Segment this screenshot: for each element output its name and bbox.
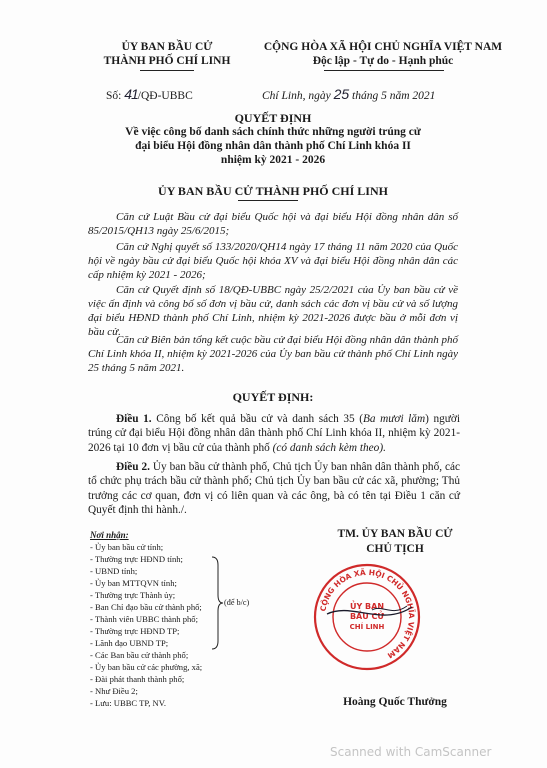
document-number	[106, 86, 193, 102]
article-1-text-b: Ba mươi lăm	[363, 413, 426, 425]
basis-paragraph: Căn cứ Biên bản tổng kết cuộc bầu cử đại biểu Hội đồng nhân dân thành phố Chí Linh khóa II, nhiệm kỳ 2021-2026 của Ủy ban bầu cử thành phố Chí Linh ngày 25 tháng 5 năm 2021.	[88, 334, 458, 374]
nation-line-1: CỘNG HÒA XÃ HỘI CHỦ NGHĨA VIỆT NAM	[263, 41, 503, 53]
recipient-item: - Ủy ban MTTQVN tỉnh;	[90, 578, 177, 588]
basis-paragraph: Căn cứ Nghị quyết số 133/2020/QH14 ngày 17 tháng 11 năm 2020 của Quốc hội về ngày bầu cử đại biểu Quốc hội khóa XV và đại biểu Hội đồng nhân dân các cấp nhiệm kỳ 2021 - 2026;	[88, 241, 458, 281]
agency-underline	[140, 70, 194, 71]
official-stamp	[312, 562, 422, 672]
recipient-item: - Lãnh đạo UBND TP;	[90, 638, 169, 648]
scanner-watermark: Scanned with CamScanner	[330, 745, 492, 759]
agency-line-1: ỦY BAN BẦU CỬ	[121, 41, 213, 53]
decision-subject-1: Về việc công bố danh sách chính thức những người trúng cử	[125, 126, 421, 138]
agency-header	[92, 40, 242, 68]
council-underline	[238, 200, 298, 201]
svg-text:CỘNG HÒA XÃ HỘI CHỦ NGHĨA VIỆT: CỘNG HÒA XÃ HỘI CHỦ NGHĨA VIỆT NAM	[318, 567, 417, 661]
decision-title-block	[90, 111, 456, 167]
date-day-handwritten: 25	[333, 86, 350, 102]
article-2	[88, 460, 460, 517]
article-2-label: Điều 2.	[116, 461, 150, 473]
recipient-item: - Thường trực HĐND TP;	[90, 626, 180, 636]
recipients-title: Nơi nhận:	[90, 530, 129, 540]
recipient-item: - Thường trực Thành ủy;	[90, 590, 176, 600]
basis-paragraph: Căn cứ Luật Bầu cử đại biểu Quốc hội và đại biểu Hội đồng nhân dân số 85/2015/QH13 ngày 25/6/2015;	[88, 211, 458, 237]
agency-line-2: THÀNH PHỐ CHÍ LINH	[103, 55, 231, 67]
decision-subject-3: nhiệm kỳ 2021 - 2026	[220, 154, 326, 166]
svg-text:CHÍ LINH: CHÍ LINH	[349, 623, 385, 631]
recipient-item: - Lưu: UBBC TP, NV.	[90, 698, 166, 708]
article-1-text-d: (có danh sách kèm theo).	[272, 441, 386, 454]
recipients-note: (để b/c)	[224, 598, 250, 607]
article-1-label: Điều 1.	[116, 413, 152, 425]
svg-text:ỦY BAN: ỦY BAN	[349, 602, 385, 611]
recipient-item: - UBND tỉnh;	[90, 566, 138, 576]
recipient-item: - Ban Chỉ đạo bầu cử thành phố;	[90, 602, 202, 612]
recipient-item: - Đài phát thanh thành phố;	[90, 674, 185, 684]
document-date	[262, 86, 435, 102]
recipient-item: - Thường trực HĐND tỉnh;	[90, 554, 183, 564]
article-1-text-a: Công bố kết quả bầu cử và danh sách 35 (	[156, 413, 363, 425]
date-prefix: Chí Linh, ngày	[262, 90, 331, 102]
recipient-item: - Các Ban bầu cử thành phố;	[90, 650, 189, 660]
number-suffix: /QĐ-UBBC	[137, 90, 193, 102]
decide-title: QUYẾT ĐỊNH:	[232, 390, 314, 404]
article-2-text: Ủy ban bầu cử thành phố, Chủ tịch Ủy ban nhân dân thành phố, các tổ chức phụ trách bầu cử thành phố; Chủ tịch Ủy ban bầu cử các xã, phường; Thủ trưởng các cơ quan, đơn vị có liên quan và các ông, bà có tên tại Điều 1 căn cứ Quyết định thi hành./.	[88, 461, 460, 516]
signature-on-behalf: TM. ỦY BAN BẦU CỬ	[337, 528, 453, 540]
article-1-text-c: ) người trúng cử đại biểu Hội đồng nhân dân thành phố Chí Linh khóa II, nhiệm kỳ 2021-2026 tại 10 đơn vị bầu cử của thành phố	[88, 413, 460, 454]
recipient-item: - Ủy ban bầu cử các phường, xã;	[90, 662, 203, 672]
signer-name: Hoàng Quốc Thưởng	[343, 696, 447, 708]
decision-title: QUYẾT ĐỊNH	[234, 111, 312, 125]
svg-text:BẦU CỬ: BẦU CỬ	[349, 612, 385, 621]
nation-underline	[324, 70, 444, 71]
decision-subject-2: đại biểu Hội đồng nhân dân thành phố Chí Linh khóa II	[135, 140, 411, 152]
signature-title	[300, 527, 490, 557]
number-prefix: Số:	[106, 90, 122, 102]
article-1	[88, 412, 460, 455]
basis-paragraph: Căn cứ Quyết định số 18/QĐ-UBBC ngày 25/2/2021 của Ủy ban bầu cử về việc ấn định và công bố số đơn vị bầu cử, danh sách các đơn vị bầu cử và số lượng đại biểu HĐND thành phố Chí Linh, nhiệm kỳ 2021-2026 được bầu ở mỗi đơn vị bầu cử.	[88, 284, 458, 338]
nation-header	[238, 40, 528, 68]
recipient-item: - Ủy ban bầu cử tỉnh;	[90, 542, 164, 552]
recipient-item: - Như Điều 2;	[90, 686, 138, 696]
number-handwritten: 41	[124, 86, 138, 102]
date-suffix: tháng 5 năm 2021	[352, 90, 436, 102]
recipients-list	[90, 541, 260, 709]
signature-position: CHỦ TỊCH	[366, 543, 424, 555]
council-title: ỦY BAN BẦU CỬ THÀNH PHỐ CHÍ LINH	[158, 184, 388, 198]
recipient-item: - Thành viên UBBC thành phố;	[90, 614, 198, 624]
nation-line-2: Độc lập - Tự do - Hạnh phúc	[312, 55, 454, 67]
recipients-brace	[210, 555, 224, 651]
